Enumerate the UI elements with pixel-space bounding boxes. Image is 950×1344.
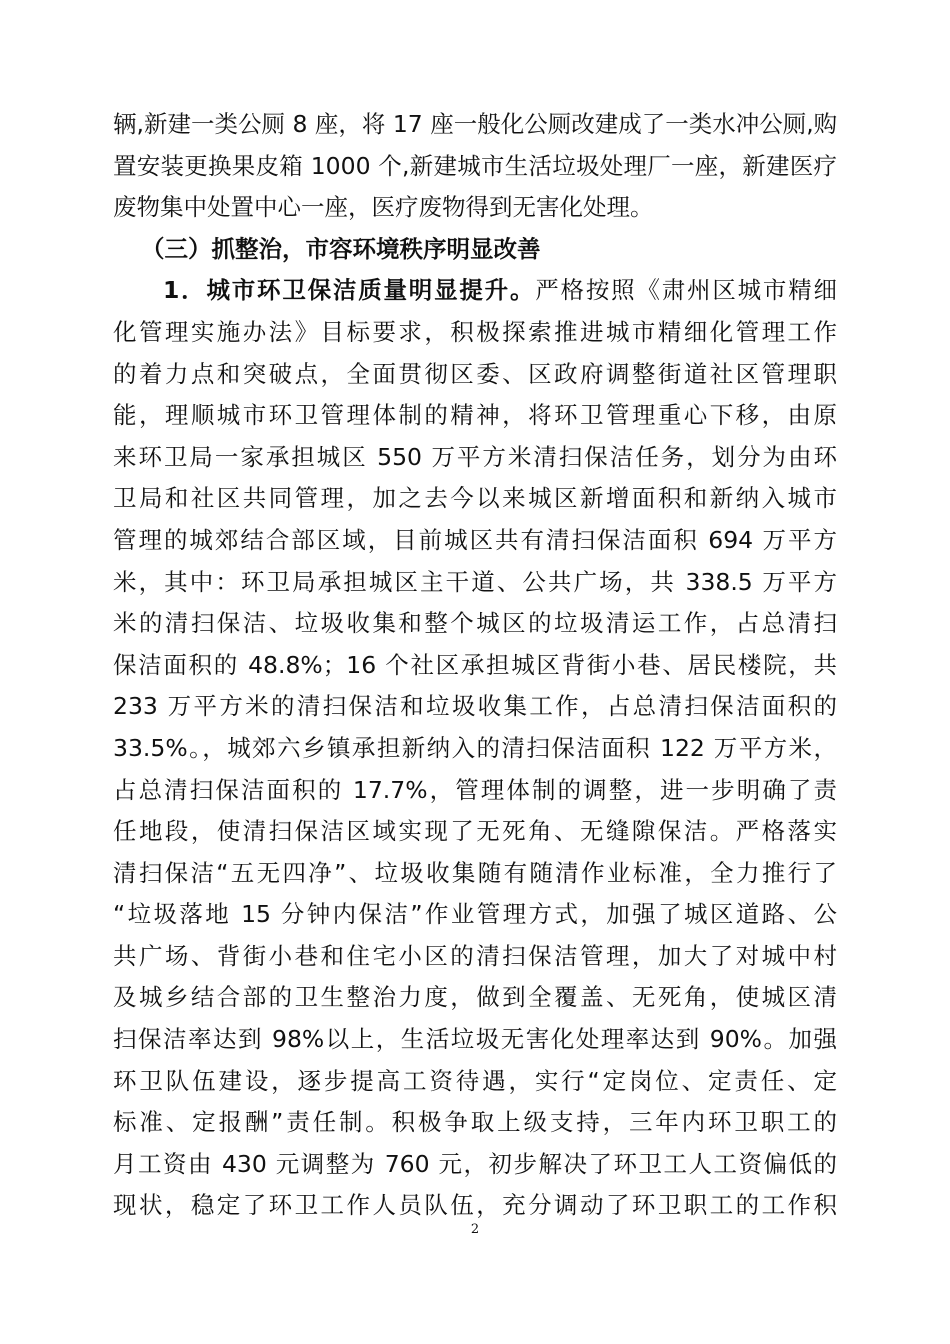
- paragraph-line: 标准、定报酬”责任制。积极争取上级支持，三年内环卫职工的: [113, 1108, 837, 1137]
- paragraph-line: 卫局和社区共同管理，加之去今以来城区新增面积和新纳入城市: [113, 484, 837, 513]
- paragraph-line: 任地段，使清扫保洁区域实现了无死角、无缝隙保洁。严格落实: [113, 817, 837, 846]
- paragraph-line: 化管理实施办法》目标要求，积极探索推进城市精细化管理工作: [113, 317, 837, 346]
- paragraph-line: 的着力点和突破点，全面贯彻区委、区政府调整街道社区管理职: [113, 359, 837, 388]
- paragraph-line: 现状，稳定了环卫工作人员队伍，充分调动了环卫职工的工作积: [113, 1191, 837, 1220]
- paragraph-line: 置安装更换果皮箱 1000 个,新建城市生活垃圾处理厂一座，新建医疗: [113, 151, 837, 180]
- paragraph-line: 扫保洁率达到 98%以上，生活垃圾无害化处理率达到 90%。加强: [113, 1025, 837, 1054]
- paragraph-line: 及城乡结合部的卫生整治力度，做到全覆盖、无死角，使城区清: [113, 983, 837, 1012]
- paragraph-line: 管理的城郊结合部区域，目前城区共有清扫保洁面积 694 万平方: [113, 525, 837, 554]
- paragraph-line: 环卫队伍建设，逐步提高工资待遇，实行“定岗位、定责任、定: [113, 1066, 837, 1095]
- paragraph-line: 共广场、背街小巷和住宅小区的清扫保洁管理，加大了对城中村: [113, 941, 837, 970]
- paragraph-line: 废物集中处置中心一座，医疗废物得到无害化处理。: [113, 193, 654, 222]
- paragraph-line: 米的清扫保洁、垃圾收集和整个城区的垃圾清运工作，占总清扫: [113, 609, 837, 638]
- paragraph-line: 来环卫局一家承担城区 550 万平方米清扫保洁任务，划分为由环: [113, 442, 837, 471]
- paragraph-line: 33.5%。，城郊六乡镇承担新纳入的清扫保洁面积 122 万平方米，: [113, 733, 837, 762]
- body-text: [113, 104, 837, 1227]
- paragraph-line: 辆,新建一类公厕 8 座，将 17 座一般化公厕改建成了一类水冲公厕,购: [113, 110, 837, 138]
- paragraph-line: 占总清扫保洁面积的 17.7%，管理体制的调整，进一步明确了责: [113, 775, 837, 804]
- paragraph-line: 233 万平方米的清扫保洁和垃圾收集工作，占总清扫保洁面积的: [113, 692, 837, 721]
- page-number: 2: [470, 1222, 480, 1237]
- paragraph-line: 能，理顺城市环卫管理体制的精神，将环卫管理重心下移，由原: [113, 401, 837, 430]
- section-heading: （三）抓整治，市容环境秩序明显改善: [141, 234, 541, 263]
- paragraph-line: 月工资由 430 元调整为 760 元，初步解决了环卫工人工资偏低的: [113, 1149, 837, 1178]
- subsection-title: 1．城市环卫保洁质量明显提升。: [163, 276, 536, 305]
- paragraph-line: 保洁面积的 48.8%；16 个社区承担城区背街小巷、居民楼院，共: [113, 650, 837, 679]
- paragraph-line: 米，其中：环卫局承担城区主干道、公共广场，共 338.5 万平方: [113, 567, 837, 596]
- subsection-first-line: [113, 270, 837, 312]
- subsection-text: 严格按照《肃州区城市精细: [535, 276, 837, 305]
- paragraph-line: “垃圾落地 15 分钟内保洁”作业管理方式，加强了城区道路、公: [113, 900, 837, 929]
- paragraph-line: 清扫保洁“五无四净”、垃圾收集随有随清作业标准，全力推行了: [113, 858, 837, 887]
